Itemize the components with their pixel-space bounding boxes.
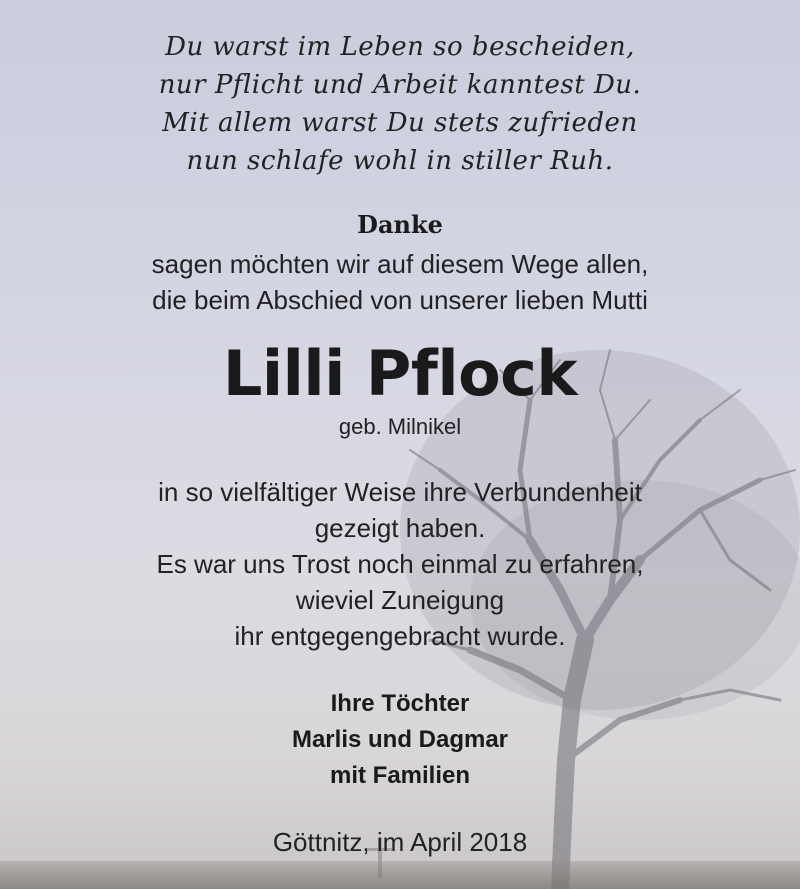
message-line: wieviel Zuneigung bbox=[295, 585, 505, 615]
place-date: Göttnitz, im April 2018 bbox=[272, 827, 528, 857]
message-line: ihr entgegengebracht wurde. bbox=[234, 621, 566, 651]
signature-line: Marlis und Dagmar bbox=[291, 726, 509, 753]
thanks-heading: Danke bbox=[357, 210, 443, 239]
poem-line: nur Pflicht und Arbeit kanntest Du. bbox=[158, 70, 642, 100]
message-block bbox=[0, 474, 800, 654]
birth-name: geb. Milnikel bbox=[338, 414, 462, 439]
signature-line: mit Familien bbox=[329, 762, 471, 789]
thanks-line: sagen möchten wir auf diesem Wege allen, bbox=[151, 249, 649, 279]
message-line: Es war uns Trost noch einmal zu erfahren, bbox=[156, 549, 644, 579]
message-line: in so vielfältiger Weise ihre Verbundenheit bbox=[158, 477, 642, 507]
thanks-intro bbox=[0, 246, 800, 318]
poem-line: Du warst im Leben so bescheiden, bbox=[165, 32, 635, 62]
poem-block bbox=[0, 28, 800, 180]
thanks-line: die beim Abschied von unserer lieben Mutti bbox=[152, 285, 648, 315]
deceased-name: Lilli Pflock bbox=[222, 337, 578, 410]
ground-strip bbox=[0, 861, 800, 889]
signature-line: Ihre Töchter bbox=[330, 690, 470, 717]
message-line: gezeigt haben. bbox=[314, 513, 486, 543]
poem-line: nun schlafe wohl in stiller Ruh. bbox=[186, 146, 614, 176]
signature-block bbox=[0, 686, 800, 794]
poem-line: Mit allem warst Du stets zufrieden bbox=[162, 108, 638, 138]
